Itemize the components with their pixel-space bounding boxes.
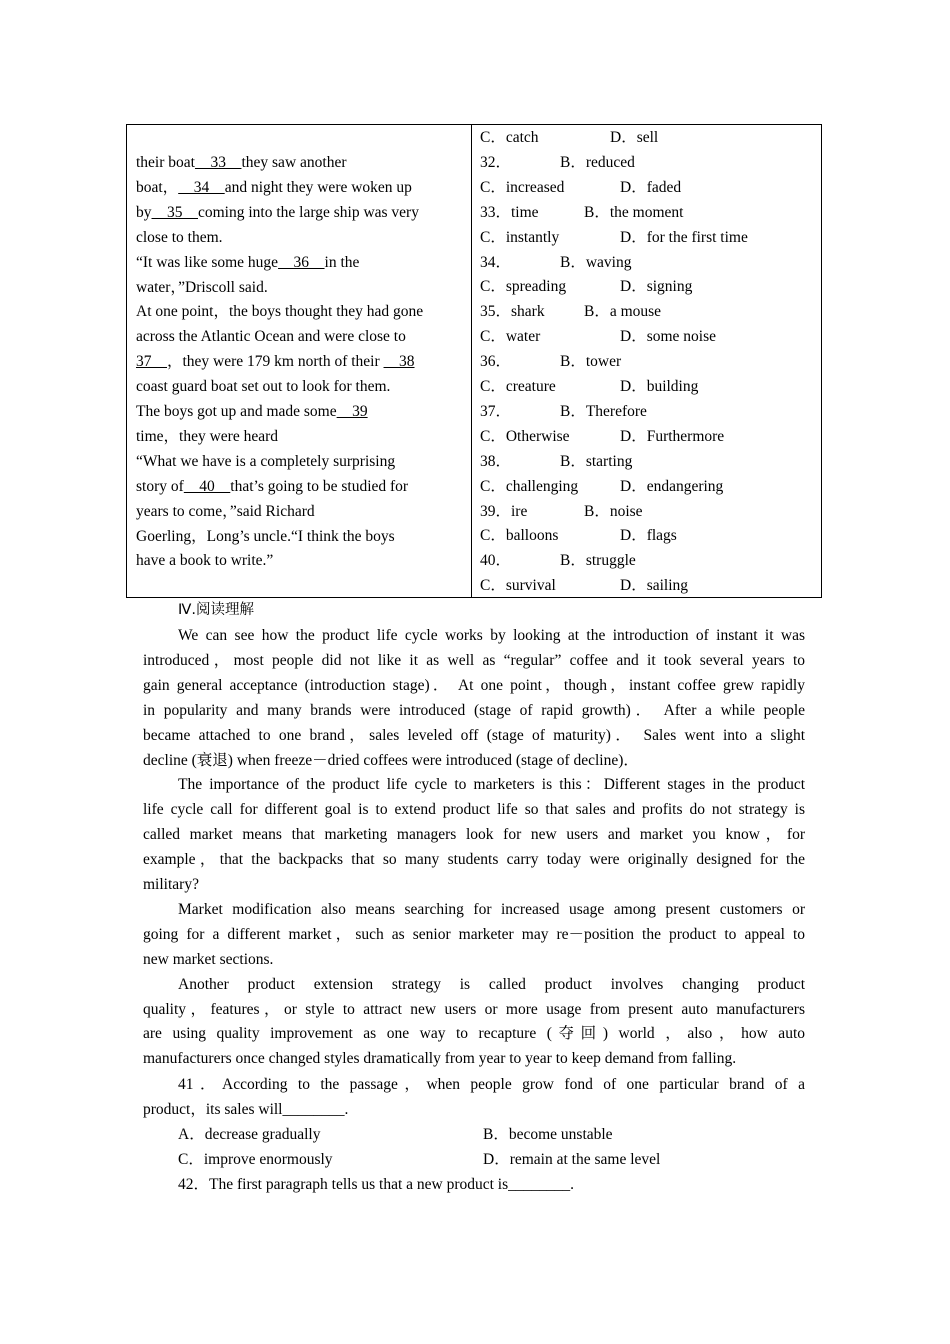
passage-text: and night they were woken up bbox=[224, 178, 412, 196]
passage-line bbox=[136, 449, 395, 474]
option-item[interactable]: B．noise bbox=[584, 502, 643, 520]
passage-line bbox=[136, 225, 223, 250]
option-item[interactable]: C．spreading bbox=[480, 278, 567, 296]
blank-number: 39 bbox=[336, 403, 368, 420]
passage-text: water，”Driscoll said. bbox=[136, 278, 268, 296]
option-row bbox=[480, 474, 820, 499]
option-item[interactable]: B．the moment bbox=[584, 203, 684, 221]
option-row bbox=[480, 349, 820, 374]
option-item[interactable]: 39．ire bbox=[480, 502, 528, 520]
option-row bbox=[480, 225, 820, 250]
table-divider bbox=[471, 125, 472, 597]
passage-text: time，they were heard bbox=[136, 427, 279, 445]
passage-line bbox=[136, 374, 390, 399]
passage-line: Market modification also means searching for increased usage among present customers or bbox=[178, 900, 805, 918]
question-41-stem-line1: 41．According to the passage，when people grow fond of one particular brand of a bbox=[178, 1076, 805, 1093]
passage-text: boat， bbox=[136, 178, 179, 196]
option-row bbox=[480, 499, 820, 524]
option-item[interactable]: 36． bbox=[480, 353, 512, 371]
passage-text: years to come，”said Richard bbox=[136, 502, 315, 520]
question-41-stem-line2: product，its sales will________. bbox=[143, 1101, 349, 1118]
question-42-stem: 42．The first paragraph tells us that a new product is________. bbox=[178, 1176, 575, 1193]
section-heading: Ⅳ.阅读理解 bbox=[178, 602, 254, 618]
option-item[interactable]: D．sailing bbox=[620, 577, 689, 595]
option-item[interactable]: 38． bbox=[480, 452, 512, 470]
blank-number: 33 bbox=[194, 154, 242, 171]
passage-line: manufacturers once changed styles dramatically from year to year to keep demand from falling. bbox=[143, 1050, 737, 1068]
option-item[interactable]: B．starting bbox=[560, 452, 633, 470]
option-41-b[interactable]: B．become unstable bbox=[483, 1126, 613, 1143]
blank-number: 37 bbox=[136, 353, 167, 371]
option-item[interactable]: C．creature bbox=[480, 378, 556, 395]
option-item[interactable]: D．building bbox=[620, 378, 699, 395]
passage-text: by bbox=[136, 203, 152, 221]
passage-line: decline (衰退) when freeze－dried coffees were introduced (stage of decline)． bbox=[143, 751, 639, 769]
option-item[interactable]: C．catch bbox=[480, 129, 539, 146]
passage-line: gain general acceptance (introduction stage)． At one point，though，instant coffee grew rapidly bbox=[143, 676, 805, 694]
option-item[interactable]: C．challenging bbox=[480, 477, 579, 495]
option-item[interactable]: C．Otherwise bbox=[480, 427, 570, 445]
passage-text: they saw another bbox=[241, 154, 347, 171]
option-item[interactable]: 37． bbox=[480, 402, 512, 420]
passage-line: are using quality improvement as one way to recapture (夺回) world ，also，how auto bbox=[143, 1025, 805, 1043]
option-item[interactable]: 34． bbox=[480, 253, 512, 271]
passage-line bbox=[136, 200, 419, 225]
option-row bbox=[480, 548, 820, 573]
option-item[interactable]: 35．shark bbox=[480, 303, 545, 321]
option-item[interactable]: D．some noise bbox=[620, 328, 717, 346]
passage-line bbox=[136, 424, 278, 449]
passage-line: going for a different market，such as senior marketer may re－position the product to appeal to bbox=[143, 925, 805, 943]
cloze-table bbox=[126, 124, 822, 598]
option-item[interactable]: D．faded bbox=[620, 178, 682, 196]
option-item[interactable]: C．balloons bbox=[480, 527, 559, 545]
passage-line: became attached to one brand，sales leveled off (stage of maturity)． Sales went into a slight bbox=[143, 726, 805, 744]
option-row bbox=[480, 573, 820, 598]
passage-line: Another product extension strategy is called product involves changing product bbox=[178, 975, 805, 993]
option-item[interactable]: C．increased bbox=[480, 178, 565, 196]
passage-text: in the bbox=[324, 253, 360, 271]
passage-line: quality，features，or style to attract new users or more usage from present auto manufacturers bbox=[143, 1000, 805, 1018]
passage-line: new market sections. bbox=[143, 950, 274, 968]
passage-line bbox=[136, 474, 408, 499]
passage-text: ，they were 179 km north of their bbox=[167, 353, 384, 371]
option-item[interactable]: C．instantly bbox=[480, 228, 560, 246]
passage-line bbox=[136, 150, 347, 175]
option-item[interactable]: C．water bbox=[480, 328, 541, 346]
option-item[interactable]: 40． bbox=[480, 552, 512, 570]
option-row bbox=[480, 449, 820, 474]
option-row bbox=[480, 274, 820, 299]
option-row bbox=[480, 324, 820, 349]
option-item[interactable]: D．sell bbox=[610, 129, 659, 146]
passage-text: story of bbox=[136, 477, 184, 495]
option-row bbox=[480, 424, 820, 449]
option-row bbox=[480, 374, 820, 399]
option-item[interactable]: B．a mouse bbox=[584, 303, 662, 321]
blank-number: 38 bbox=[383, 353, 415, 371]
blank-number: 36 bbox=[278, 253, 325, 271]
option-item[interactable]: C．survival bbox=[480, 577, 556, 595]
passage-line: called market means that marketing managers look for new users and market you know，for bbox=[143, 826, 805, 844]
option-item[interactable]: 32． bbox=[480, 153, 512, 171]
option-item[interactable]: D．flags bbox=[620, 527, 677, 545]
option-item[interactable]: B．struggle bbox=[560, 552, 636, 570]
option-row bbox=[480, 125, 820, 150]
passage-text: “It was like some huge bbox=[136, 253, 279, 271]
passage-line bbox=[136, 499, 315, 524]
passage-line bbox=[136, 548, 273, 573]
passage-line: life cycle call for different goal is to extend product life so that sales and profits do not strategy is bbox=[143, 801, 805, 819]
passage-text: Goerling，Long’s uncle.“I think the boys bbox=[136, 527, 395, 545]
passage-line bbox=[136, 250, 359, 275]
option-41-d[interactable]: D．remain at the same level bbox=[483, 1151, 661, 1168]
passage-text: their boat bbox=[136, 154, 195, 171]
blank-number: 35 bbox=[151, 203, 198, 221]
passage-text: across the Atlantic Ocean and were close to bbox=[136, 328, 406, 346]
option-item[interactable]: B．tower bbox=[560, 353, 622, 371]
option-41-a[interactable]: A．decrease gradually bbox=[178, 1126, 321, 1143]
passage-text: close to them. bbox=[136, 228, 223, 246]
passage-line: example，that the backpacks that so many students carry today were originally designed for the bbox=[143, 851, 805, 869]
blank-number: 40 bbox=[183, 477, 231, 495]
passage-line bbox=[136, 399, 368, 424]
passage-line: military? bbox=[143, 876, 199, 893]
option-row bbox=[480, 175, 820, 200]
passage-text: “What we have is a completely surprising bbox=[136, 452, 396, 470]
passage-line bbox=[136, 299, 423, 324]
option-item[interactable]: D．Furthermore bbox=[620, 427, 725, 445]
blank-number: 34 bbox=[178, 178, 225, 196]
passage-line bbox=[136, 175, 412, 200]
option-item[interactable]: B．waving bbox=[560, 253, 632, 271]
passage-line: We can see how the product life cycle works by looking at the introduction of instant it was bbox=[178, 627, 805, 644]
option-item[interactable]: D．for the first time bbox=[620, 228, 748, 246]
option-item[interactable]: B．reduced bbox=[560, 153, 635, 171]
option-41-c[interactable]: C．improve enormously bbox=[178, 1151, 333, 1168]
passage-line bbox=[136, 275, 268, 300]
option-item[interactable]: 33．time bbox=[480, 203, 539, 221]
passage-line bbox=[136, 349, 415, 374]
passage-line bbox=[136, 324, 406, 349]
option-row bbox=[480, 523, 820, 548]
option-item[interactable]: D．signing bbox=[620, 278, 693, 296]
passage-line: The importance of the product life cycle to marketers is this：Different stages in the product bbox=[178, 776, 805, 794]
option-row bbox=[480, 299, 820, 324]
option-row bbox=[480, 150, 820, 175]
passage-line bbox=[136, 524, 395, 549]
option-item[interactable]: B．Therefore bbox=[560, 402, 647, 420]
passage-text: coming into the large ship was very bbox=[198, 203, 419, 221]
option-row bbox=[480, 200, 820, 225]
passage-text: have a book to write.” bbox=[136, 552, 274, 570]
passage-text: that’s going to be studied for bbox=[230, 477, 409, 495]
passage-text: coast guard boat set out to look for them. bbox=[136, 378, 391, 396]
passage-line: introduced，most people did not like it as well as “regular” coffee and it took several years to bbox=[143, 651, 805, 669]
option-row bbox=[480, 250, 820, 275]
passage-line: in popularity and many brands were introduced (stage of rapid growth)． After a while people bbox=[143, 701, 805, 719]
passage-text: The boys got up and made some bbox=[136, 403, 337, 420]
option-item[interactable]: D．endangering bbox=[620, 477, 724, 495]
option-row bbox=[480, 399, 820, 424]
passage-text: At one point，the boys thought they had gone bbox=[136, 303, 424, 321]
